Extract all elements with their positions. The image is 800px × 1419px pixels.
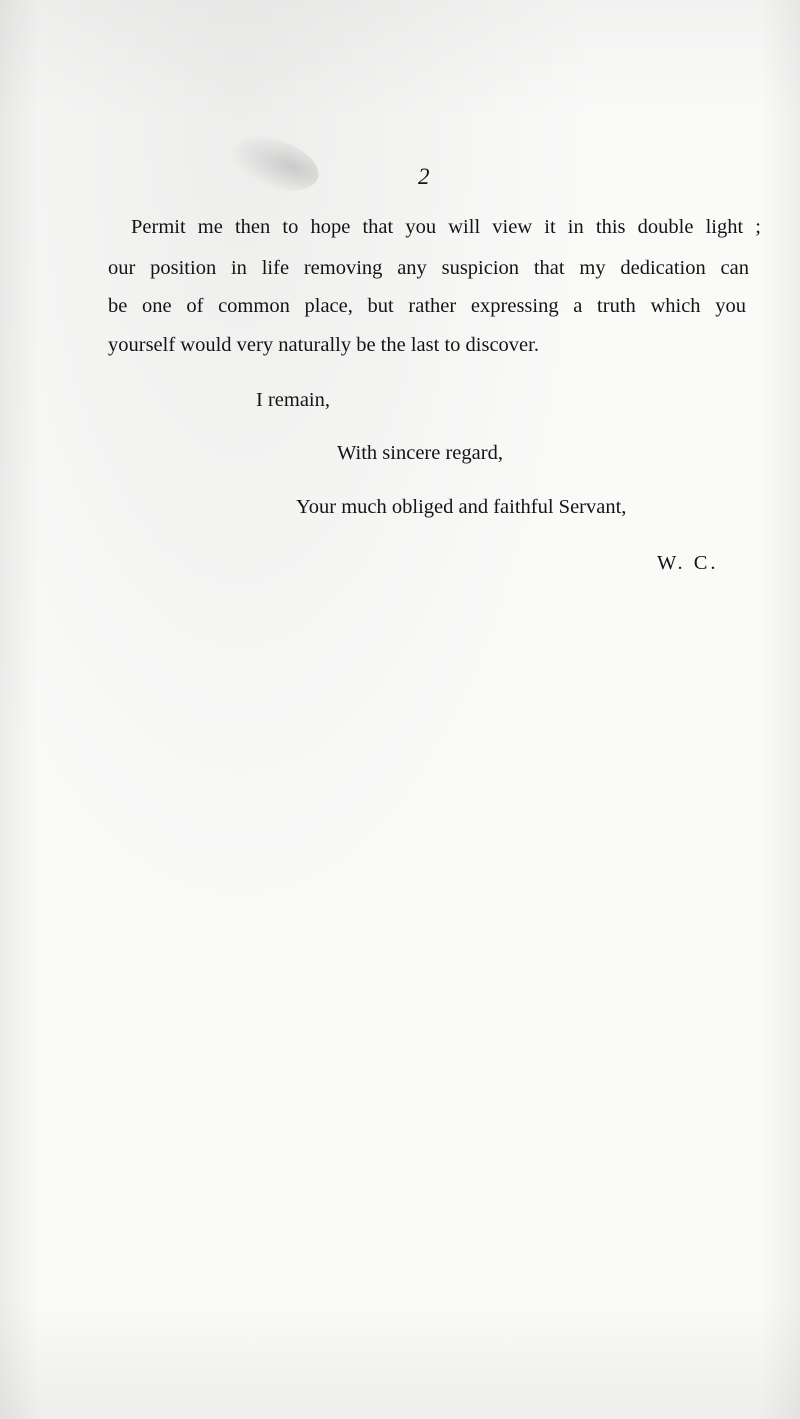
paper-stain	[225, 127, 325, 200]
paragraph-line-3: be one of common place, but rather expressing a truth which you	[108, 295, 746, 317]
paragraph-line-1: Permit me then to hope that you will view it in this double light ;	[131, 216, 761, 238]
closing-regard: With sincere regard,	[337, 442, 503, 464]
signature-initials: W. C.	[657, 552, 719, 574]
closing-remain: I remain,	[256, 389, 330, 411]
paragraph-line-2: our position in life removing any suspicion that my dedication can	[108, 257, 749, 279]
paragraph-line-4: yourself would very naturally be the last to discover.	[108, 334, 539, 356]
closing-servant: Your much obliged and faithful Servant,	[296, 496, 627, 518]
page-number: 2	[418, 164, 430, 189]
